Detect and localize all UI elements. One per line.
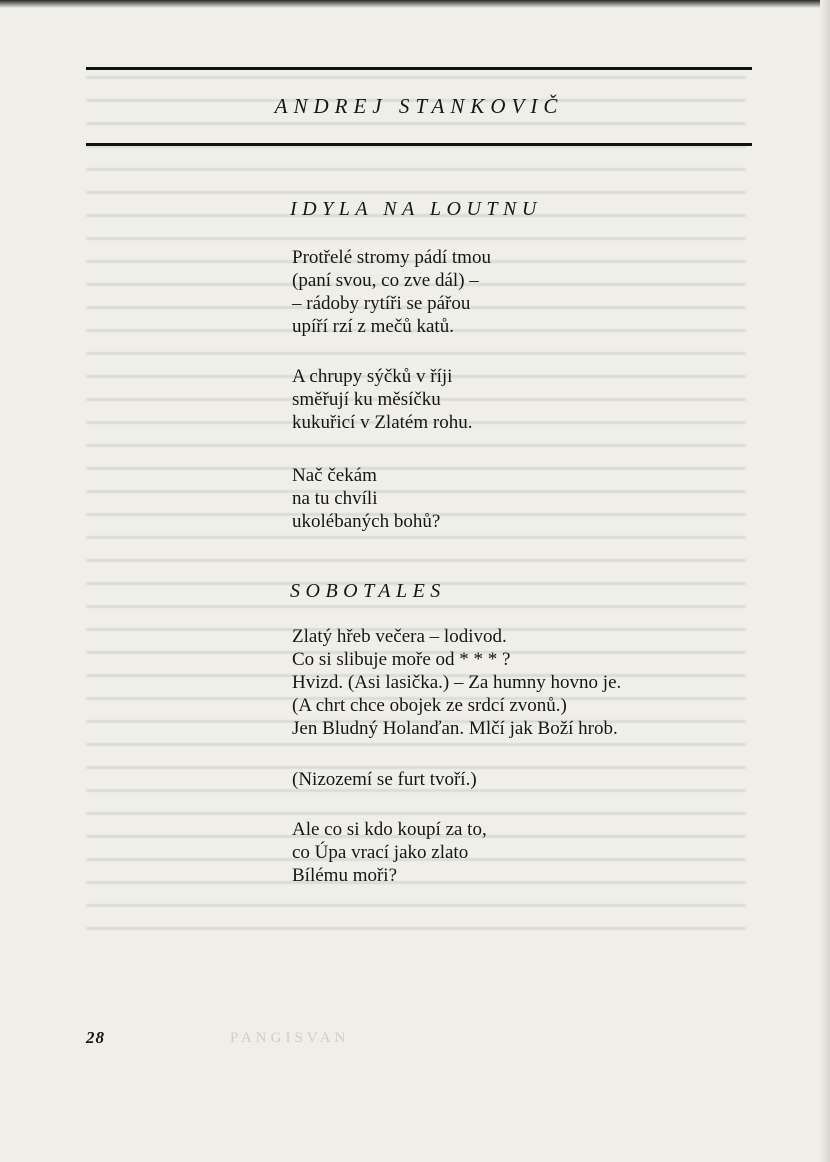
poem-stanza [292,818,487,887]
poem-line: Ale co si kdo koupí za to, [292,819,487,840]
poem-line: (A chrt chce obojek ze srdcí zvonů.) [292,695,567,716]
poem-stanza [292,246,491,338]
poem-line: Jen Bludný Holanďan. Mlčí jak Boží hrob. [292,718,618,739]
poem-stanza [292,365,472,434]
poem-line: (paní svou, co zve dál) – [292,270,479,291]
poem-line: na tu chvíli [292,488,378,509]
poem-line: ukolébaných bohů? [292,511,441,532]
poem-stanza [292,464,440,533]
page-top-edge [0,0,830,8]
poem-line: směřují ku měsíčku [292,389,441,410]
poem-line: Bílému moři? [292,865,398,886]
poem-line: co Úpa vrací jako zlato [292,842,469,863]
poem-line: upíří rzí z mečů katů. [292,316,454,337]
header-bottom-rule [86,143,752,146]
page-right-edge [820,0,830,1162]
poem-stanza [292,768,477,791]
poem-line: A chrupy sýčků v říji [292,366,453,387]
poem-line: Protřelé stromy pádí tmou [292,247,491,268]
poem-stanza [292,625,621,740]
header-top-rule [86,67,752,70]
poem-line: Co si slibuje moře od * * * ? [292,649,511,670]
poem-line: Zlatý hřeb večera – lodivod. [292,626,507,647]
poem-line: Hvizd. (Asi lasička.) – Za humny hovno je. [292,672,622,693]
poem-title-idyla: IDYLA NA LOUTNU [290,198,542,220]
poem-line: (Nizozemí se furt tvoří.) [292,769,477,790]
poem-line: – rádoby rytíři se pářou [292,293,471,314]
poem-line: Nač čekám [292,465,377,486]
page-number: 28 [86,1028,105,1047]
author-name: ANDREJ STANKOVIČ [274,94,564,118]
poem-title-sobotales: SOBOTALES [290,580,446,602]
poem-line: kukuřicí v Zlatém rohu. [292,412,473,433]
reverse-side-text: PANGISVAN [230,1030,350,1046]
